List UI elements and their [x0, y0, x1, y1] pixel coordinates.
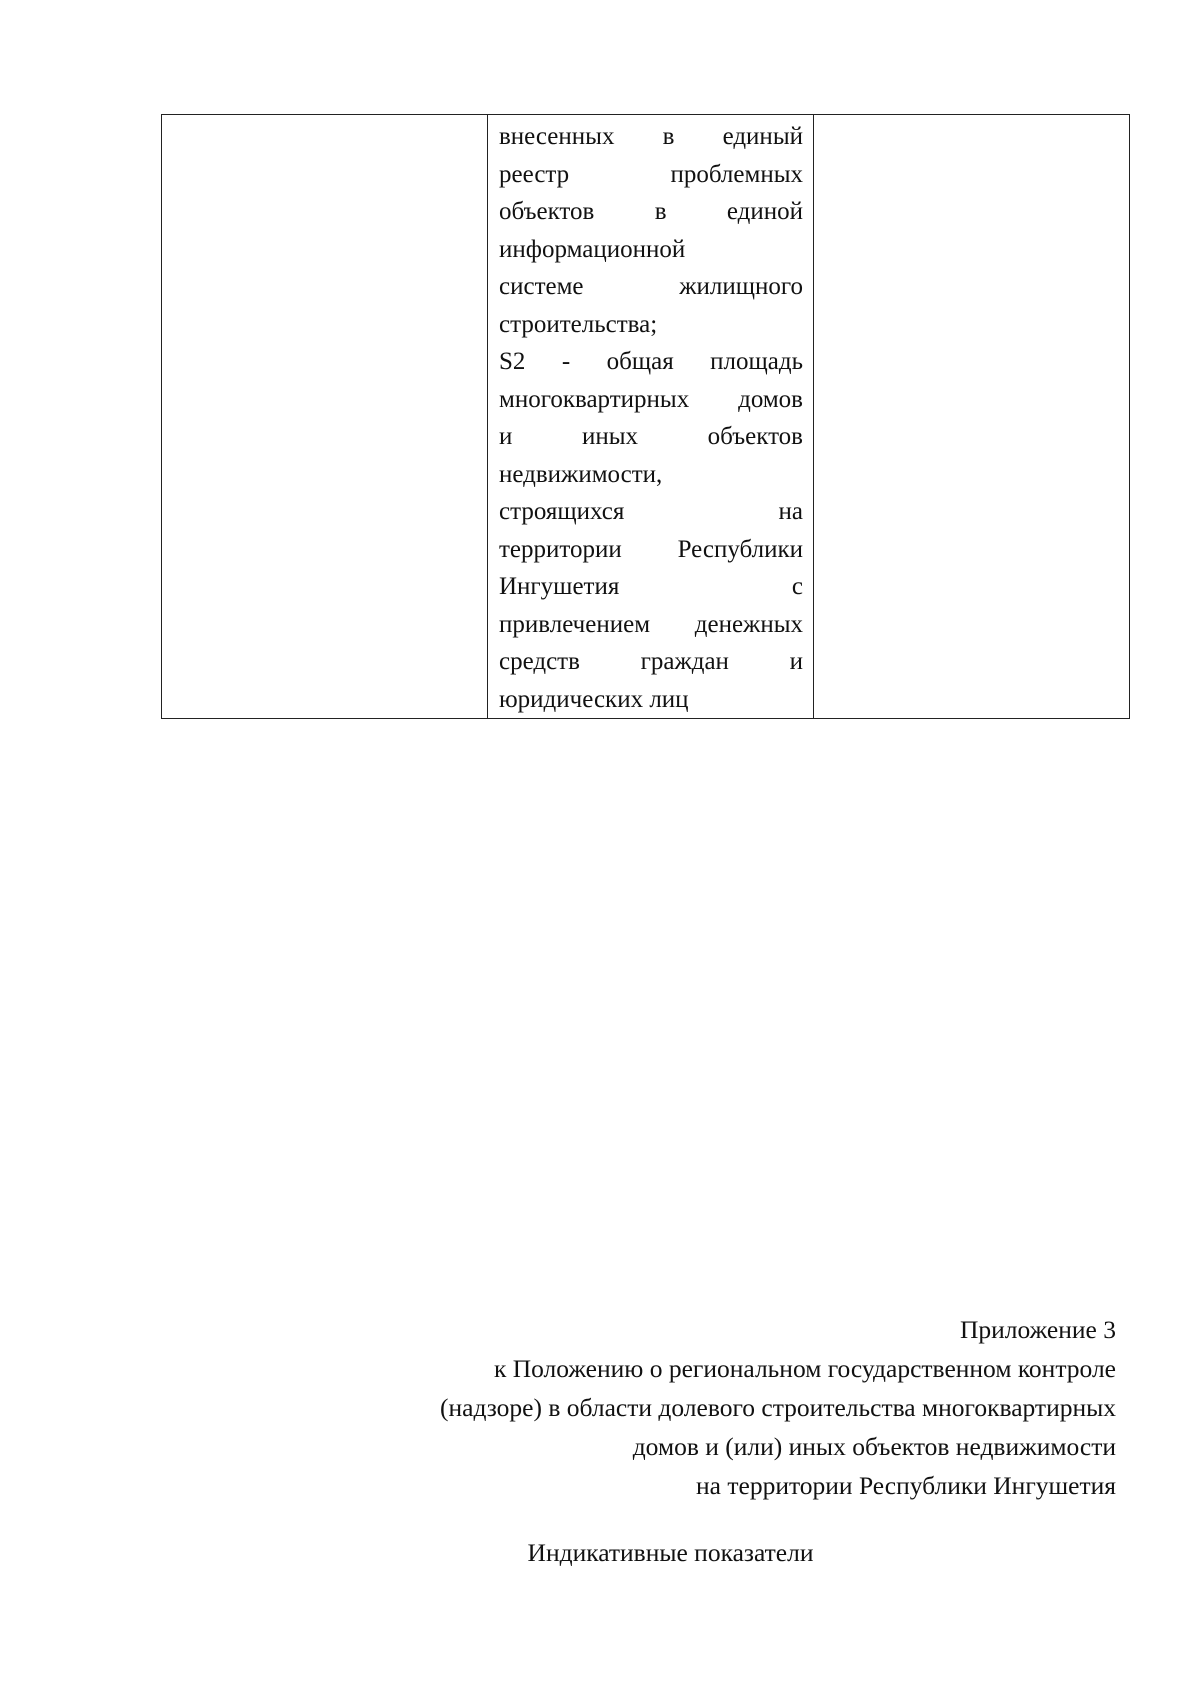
- appendix-line: домов и (или) иных объектов недвижимости: [632, 1432, 1116, 1461]
- text-line: реестр проблемных: [499, 160, 803, 188]
- table-row: [162, 115, 1130, 719]
- appendix-line: на территории Республики Ингушетия: [696, 1471, 1116, 1500]
- appendix-line: (надзоре) в области долевого строительства многоквартирных: [440, 1393, 1116, 1422]
- text-line: территории Республики: [499, 535, 803, 563]
- text-line: строящихся на: [499, 498, 803, 525]
- appendix-header: [440, 1310, 1116, 1505]
- text-line: системе жилищного: [499, 273, 803, 300]
- text-line: юридических лиц: [499, 685, 689, 713]
- text-line: привлечением денежных: [499, 610, 803, 638]
- text-line: недвижимости,: [499, 460, 663, 488]
- text-line: объектов в единой: [499, 198, 803, 225]
- appendix-line: к Положению о региональном государственном контроле: [493, 1354, 1116, 1383]
- table-cell-empty-left: [162, 115, 488, 719]
- document-table: [161, 114, 1130, 719]
- table-cell-empty-right: [814, 115, 1130, 719]
- text-line: строительства;: [499, 310, 658, 338]
- text-line: многоквартирных домов: [499, 385, 803, 413]
- document-title: Индикативные показатели: [527, 1538, 814, 1567]
- table-cell-description: [488, 115, 814, 719]
- appendix-number: Приложение 3: [960, 1315, 1116, 1344]
- description-text: [488, 115, 813, 718]
- text-line: Ингушетия с: [499, 573, 803, 600]
- text-line: S2 - общая площадь: [499, 348, 803, 375]
- text-line: внесенных в единый: [499, 123, 803, 150]
- text-line: информационной: [499, 235, 686, 263]
- text-line: средств граждан и: [499, 648, 803, 675]
- text-line: и иных объектов: [499, 423, 803, 450]
